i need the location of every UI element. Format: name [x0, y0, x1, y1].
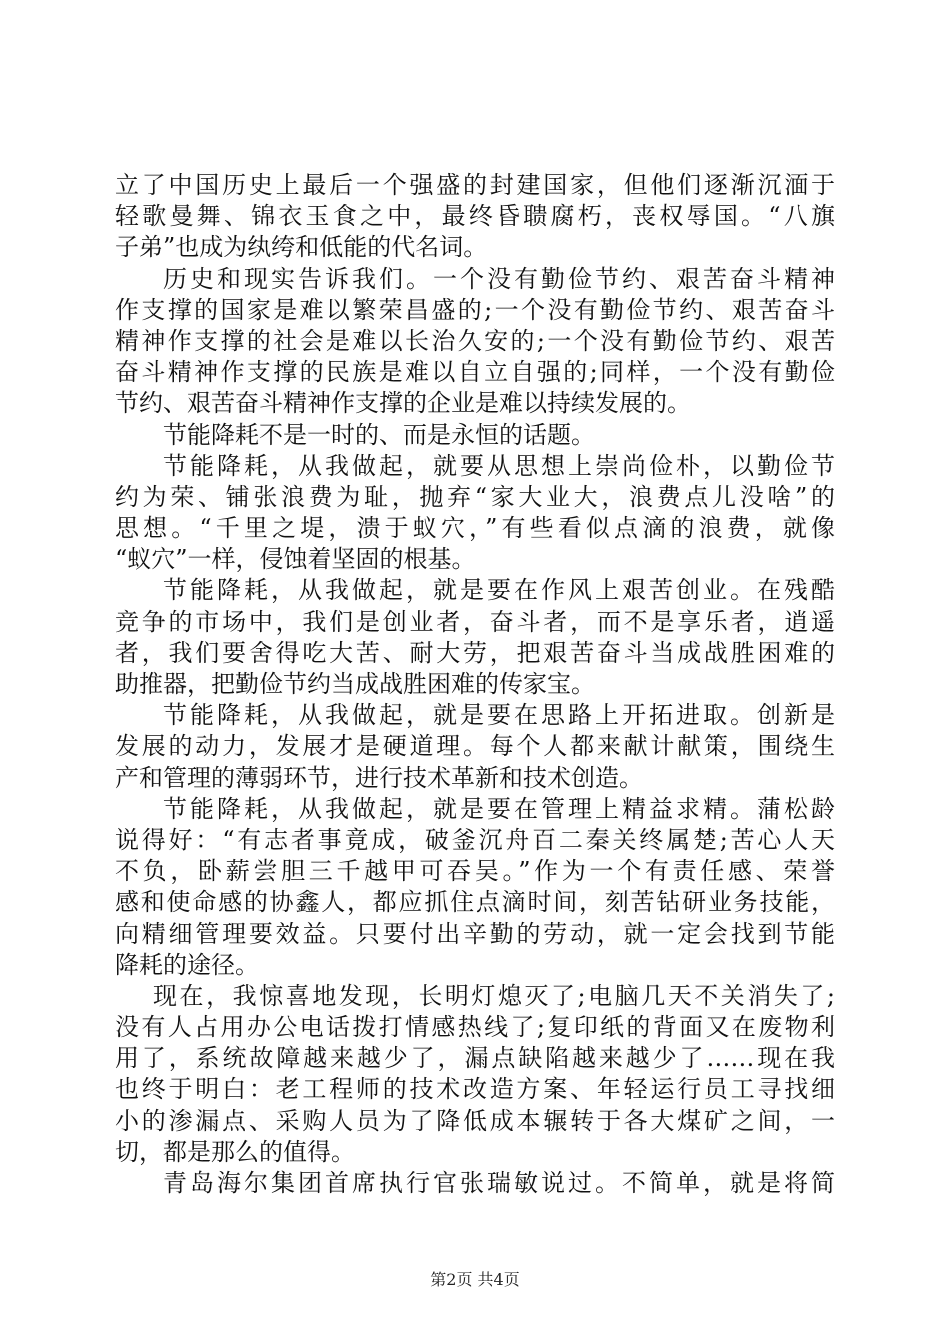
- text-line: 奋斗精神作支撑的民族是难以自立自强的;同样，一个没有勤俭: [115, 358, 835, 387]
- text-line: 节能降耗，从我做起，就是要在作风上艰苦创业。在残酷: [163, 576, 835, 605]
- text-line: 感和使命感的协鑫人，都应抓住点滴时间，刻苦钻研业务技能，: [115, 888, 835, 917]
- text-line: 竞争的市场中，我们是创业者，奋斗者，而不是享乐者，逍遥: [115, 607, 835, 636]
- text-line: 切，都是那么的值得。: [115, 1137, 355, 1166]
- text-line: 助推器，把勤俭节约当成战胜困难的传家宝。: [115, 670, 595, 698]
- text-line: 作支撑的国家是难以繁荣昌盛的;一个没有勤俭节约、艰苦奋斗: [115, 295, 835, 324]
- text-line: 降耗的途径。: [115, 950, 259, 979]
- text-line: 也终于明白：老工程师的技术改造方案、年轻运行员工寻找细: [115, 1075, 835, 1104]
- text-line: “蚁穴”一样，侵蚀着坚固的根基。: [115, 545, 476, 574]
- text-line: 约为荣、铺张浪费为耻，抛弃“家大业大，浪费点儿没啥”的: [115, 482, 835, 511]
- text-line: 精神作支撑的社会是难以长治久安的;一个没有勤俭节约、艰苦: [115, 326, 835, 355]
- text-line: 轻歌曼舞、锦衣玉食之中，最终昏聩腐朽，丧权辱国。“八旗: [115, 202, 835, 231]
- text-line: 发展的动力，发展才是硬道理。每个人都来献计献策，围绕生: [115, 732, 835, 761]
- text-line: 节能降耗不是一时的、而是永恒的话题。: [163, 420, 595, 449]
- text-line: 不负，卧薪尝胆三千越甲可吞吴。”作为一个有责任感、荣誉: [115, 857, 835, 886]
- text-line: 产和管理的薄弱环节，进行技术革新和技术创造。: [115, 763, 643, 792]
- text-line: 节能降耗，从我做起，就要从思想上崇尚俭朴，以勤俭节: [163, 451, 835, 480]
- text-line: 用了，系统故障越来越少了，漏点缺陷越来越少了……现在我: [115, 1044, 835, 1073]
- text-line: 历史和现实告诉我们。一个没有勤俭节约、艰苦奋斗精神: [163, 264, 835, 293]
- text-line: 青岛海尔集团首席执行官张瑞敏说过。不简单，就是将简: [163, 1169, 835, 1197]
- text-line: 者，我们要舍得吃大苦、耐大劳，把艰苦奋斗当成战胜困难的: [115, 638, 835, 667]
- text-line: 小的渗漏点、采购人员为了降低成本辗转于各大煤矿之间，一: [115, 1106, 835, 1135]
- page-footer: 第2页 共4页: [430, 1270, 520, 1289]
- text-line: 向精细管理要效益。只要付出辛勤的劳动，就一定会找到节能: [115, 919, 835, 948]
- text-line: 说得好：“有志者事竟成，破釜沉舟百二秦关终属楚;苦心人天: [115, 825, 835, 854]
- text-line: 立了中国历史上最后一个强盛的封建国家，但他们逐渐沉湎于: [115, 171, 835, 199]
- text-line: 思想。“千里之堤，溃于蚁穴，”有些看似点滴的浪费，就像: [115, 514, 835, 543]
- text-line: 节能降耗，从我做起，就是要在管理上精益求精。蒲松龄: [163, 794, 835, 823]
- text-line: 节约、艰苦奋斗精神作支撑的企业是难以持续发展的。: [115, 389, 691, 418]
- text-line: 节能降耗，从我做起，就是要在思路上开拓进取。创新是: [163, 701, 835, 730]
- text-line: 现在，我惊喜地发现，长明灯熄灭了;电脑几天不关消失了;: [153, 981, 835, 1010]
- text-line: 子弟”也成为纨绔和低能的代名词。: [115, 233, 488, 262]
- document-body: [115, 170, 835, 1199]
- text-line: 没有人占用办公电话拨打情感热线了;复印纸的背面又在废物利: [115, 1013, 835, 1042]
